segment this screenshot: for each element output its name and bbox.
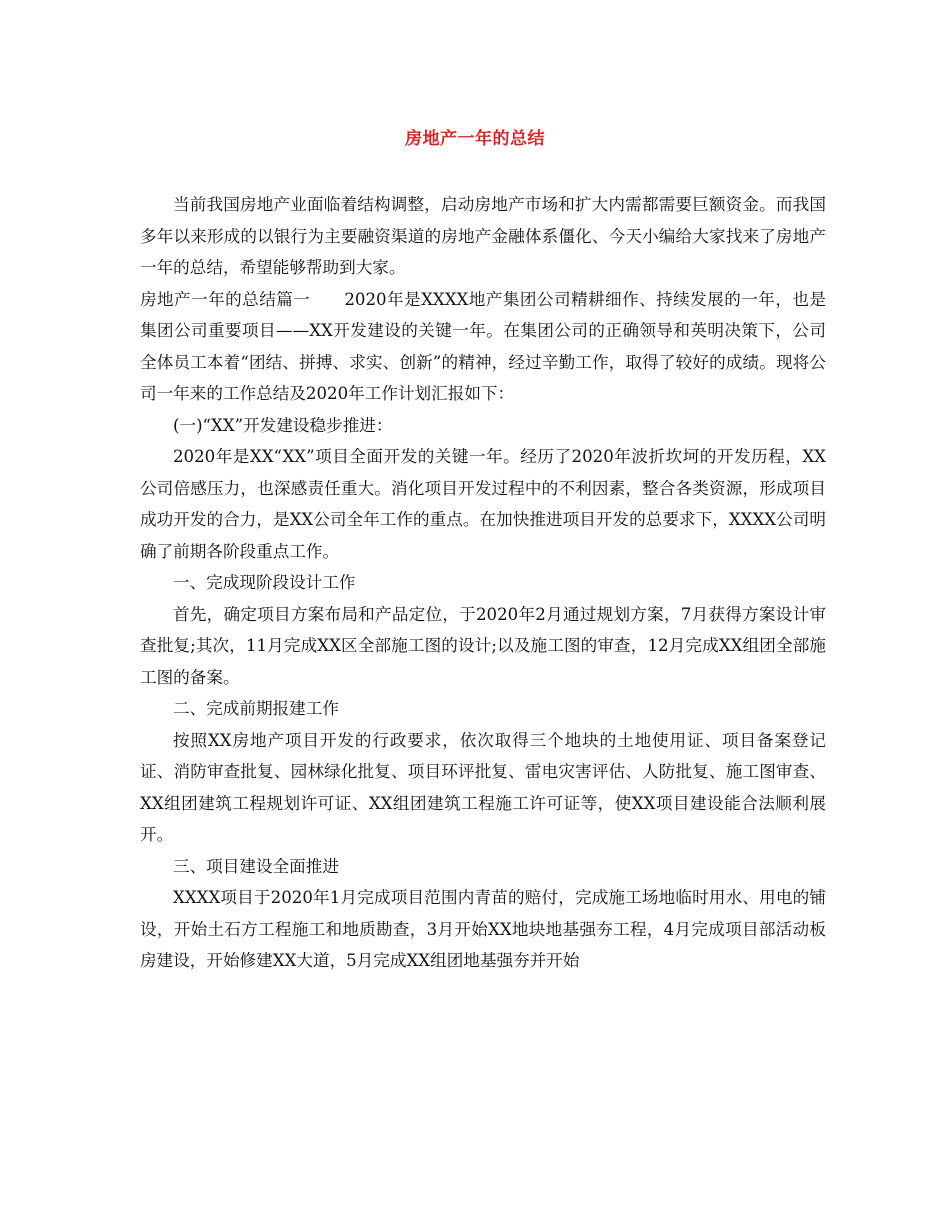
document-body (140, 189, 826, 977)
document-title: 房地产一年的总结 (405, 129, 545, 149)
body-paragraph: 2020年是XX“XX”项目全面开发的关键一年。经历了2020年波折坎坷的开发历程，XX公司倍感压力，也深感责任重大。消化项目开发过程中的不利因素，整合各类资源，形成项目成功开发的合力，是XX公司全年工作的重点。在加快推进项目开发的总要求下，XXXX公司明确了前期各阶段重点工作。 (140, 447, 826, 561)
intro-paragraph: 当前我国房地产业面临着结构调整，启动房地产市场和扩大内需都需要巨额资金。而我国多年以来形成的以银行为主要融资渠道的房地产金融体系僵化、今天小编给大家找来了房地产一年的总结，希望能够帮助到大家。 (140, 195, 826, 277)
body-paragraph: 按照XX房地产项目开发的行政要求，依次取得三个地块的土地使用证、项目备案登记证、消防审查批复、园林绿化批复、项目环评批复、雷电灾害评估、人防批复、施工图审查、XX组团建筑工程规划许可证、XX组团建筑工程施工许可证等，使XX项目建设能合法顺利展开。 (140, 730, 826, 844)
body-paragraph: XXXX项目于2020年1月完成项目范围内青苗的赔付，完成施工场地临时用水、用电的铺设，开始土石方工程施工和地质勘查，3月开始XX地块地基强夯工程，4月完成项目部活动板房建设，开始修建XX大道，5月完成XX组团地基强夯并开始 (140, 888, 826, 970)
section-heading: (一)“XX”开发建设稳步推进： (173, 415, 393, 435)
summary-paragraph: 房地产一年的总结篇一 2020年是XXXX地产集团公司精耕细作、持续发展的一年，也是集团公司重要项目——XX开发建设的关键一年。在集团公司的正确领导和英明决策下，公司全体员工本着“团结、拼搏、求实、创新”的精神，经过辛勤工作，取得了较好的成绩。现将公司一年来的工作总结及2020年工作计划汇报如下： (140, 289, 826, 403)
subsection-heading: 三、项目建设全面推进 (173, 856, 339, 876)
body-paragraph: 首先，确定项目方案布局和产品定位，于2020年2月通过规划方案，7月获得方案设计审查批复;其次，11月完成XX区全部施工图的设计;以及施工图的审查，12月完成XX组团全部施工图的备案。 (140, 604, 826, 687)
subsection-heading: 二、完成前期报建工作 (173, 699, 339, 718)
subsection-heading: 一、完成现阶段设计工作 (173, 573, 356, 592)
